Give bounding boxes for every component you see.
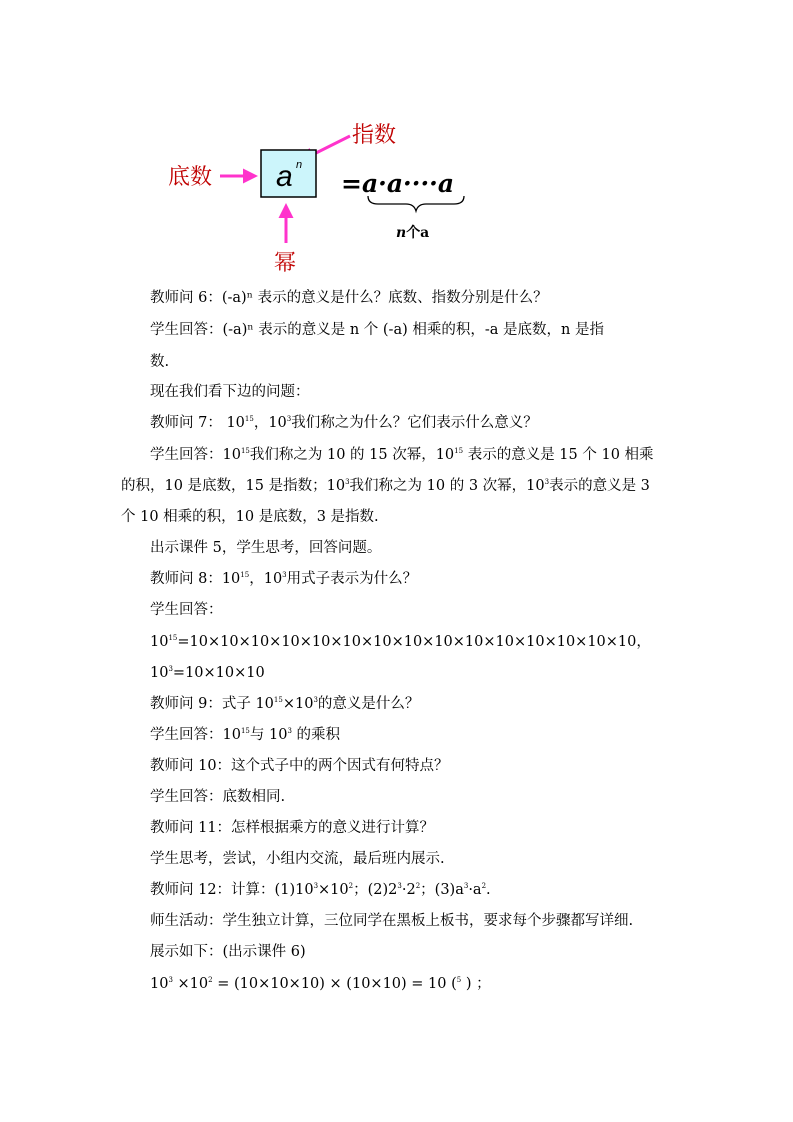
student-answer-6-line1: 学生回答：(-a)ⁿ 表示的意义是 n 个 (-a) 相乘的积，-a 是底数，n 是指 (150, 322, 604, 338)
teacher-question-7: 教师问 7： $10^{15}$，$10^3$我们称之为什么？它们表示什么意义？ (150, 415, 538, 431)
exponent-symbol: n (296, 159, 303, 171)
transition-text: 现在我们看下边的问题： (150, 384, 310, 400)
teacher-question-8: 教师问 8：$10^{15}$，$10^3$用式子表示为什么？ (150, 571, 418, 587)
base-label: 底数 (168, 165, 213, 190)
teacher-question-10: 教师问 10：这个式子中的两个因式有何特点？ (150, 758, 449, 774)
teacher-student-activity: 师生活动：学生独立计算，三位同学在黑板上板书，要求每个步骤都写详细. (150, 913, 634, 929)
equation-10-3: $10^3=10\times 10\times 10$ (150, 665, 265, 681)
power-label: 幂 (274, 251, 297, 276)
teacher-question-11: 教师问 11：怎样根据乘方的意义进行计算？ (150, 820, 435, 836)
expansion-formula: =a·a····a (341, 169, 455, 198)
student-answer-9: 学生回答：$10^{15}$与 $10^3$ 的乘积 (150, 727, 341, 743)
student-answer-7-line2: 的积，10 是底数，15 是指数；$10^3$我们称之为 10 的 3 次幂，$10^3$表示的意义是 3 (121, 478, 650, 494)
student-answer-10: 学生回答：底数相同. (150, 789, 286, 805)
power-diagram (0, 0, 793, 290)
student-answer-7-line3: 个 10 相乘的积，10 是底数，3 是指数. (121, 509, 379, 525)
student-answer-8-label: 学生回答： (150, 602, 223, 618)
student-answer-7-line1: 学生回答：$10^{15}$我们称之为 10 的 15 次幂，$10^{15}$ 表示的意义是 15 个 10 相乘 (150, 447, 654, 463)
underbrace (368, 196, 464, 211)
equation-10-15: $10^{15}=10\times 10\times 10\times 10\times 10\times 10\times 10\times 10\times 10\times 10\times 10\times 10\times 10\times 10\times 10$， (150, 634, 651, 650)
calculation-line: $10^3 \times 10^2 = (10\times 10\times 10) \times (10\times 10) = 10$ ($^5$ ) ； (150, 976, 491, 992)
student-answer-6-line2: 数. (150, 354, 170, 370)
teacher-question-6: 教师问 6：(-a)ⁿ 表示的意义是什么？底数、指数分别是什么？ (150, 290, 548, 306)
courseware-5-text: 出示课件 5，学生思考，回答问题。 (150, 540, 382, 556)
teacher-question-9: 教师问 9：式子 $10^{15}\times 10^3$的意义是什么？ (150, 696, 420, 712)
base-symbol: a (276, 160, 293, 193)
exponent-label: 指数 (352, 123, 397, 148)
student-answer-11: 学生思考，尝试，小组内交流，最后班内展示. (150, 851, 445, 867)
teacher-question-12: 教师问 12：计算：$(1)10^3\times 10^2$；$(2)2^3\cdot 2^2$；$(3)a^3\cdot a^2$. (150, 882, 491, 898)
brace-label: n个a (396, 225, 430, 241)
display-courseware-6: 展示如下：(出示课件 6) (150, 944, 306, 960)
